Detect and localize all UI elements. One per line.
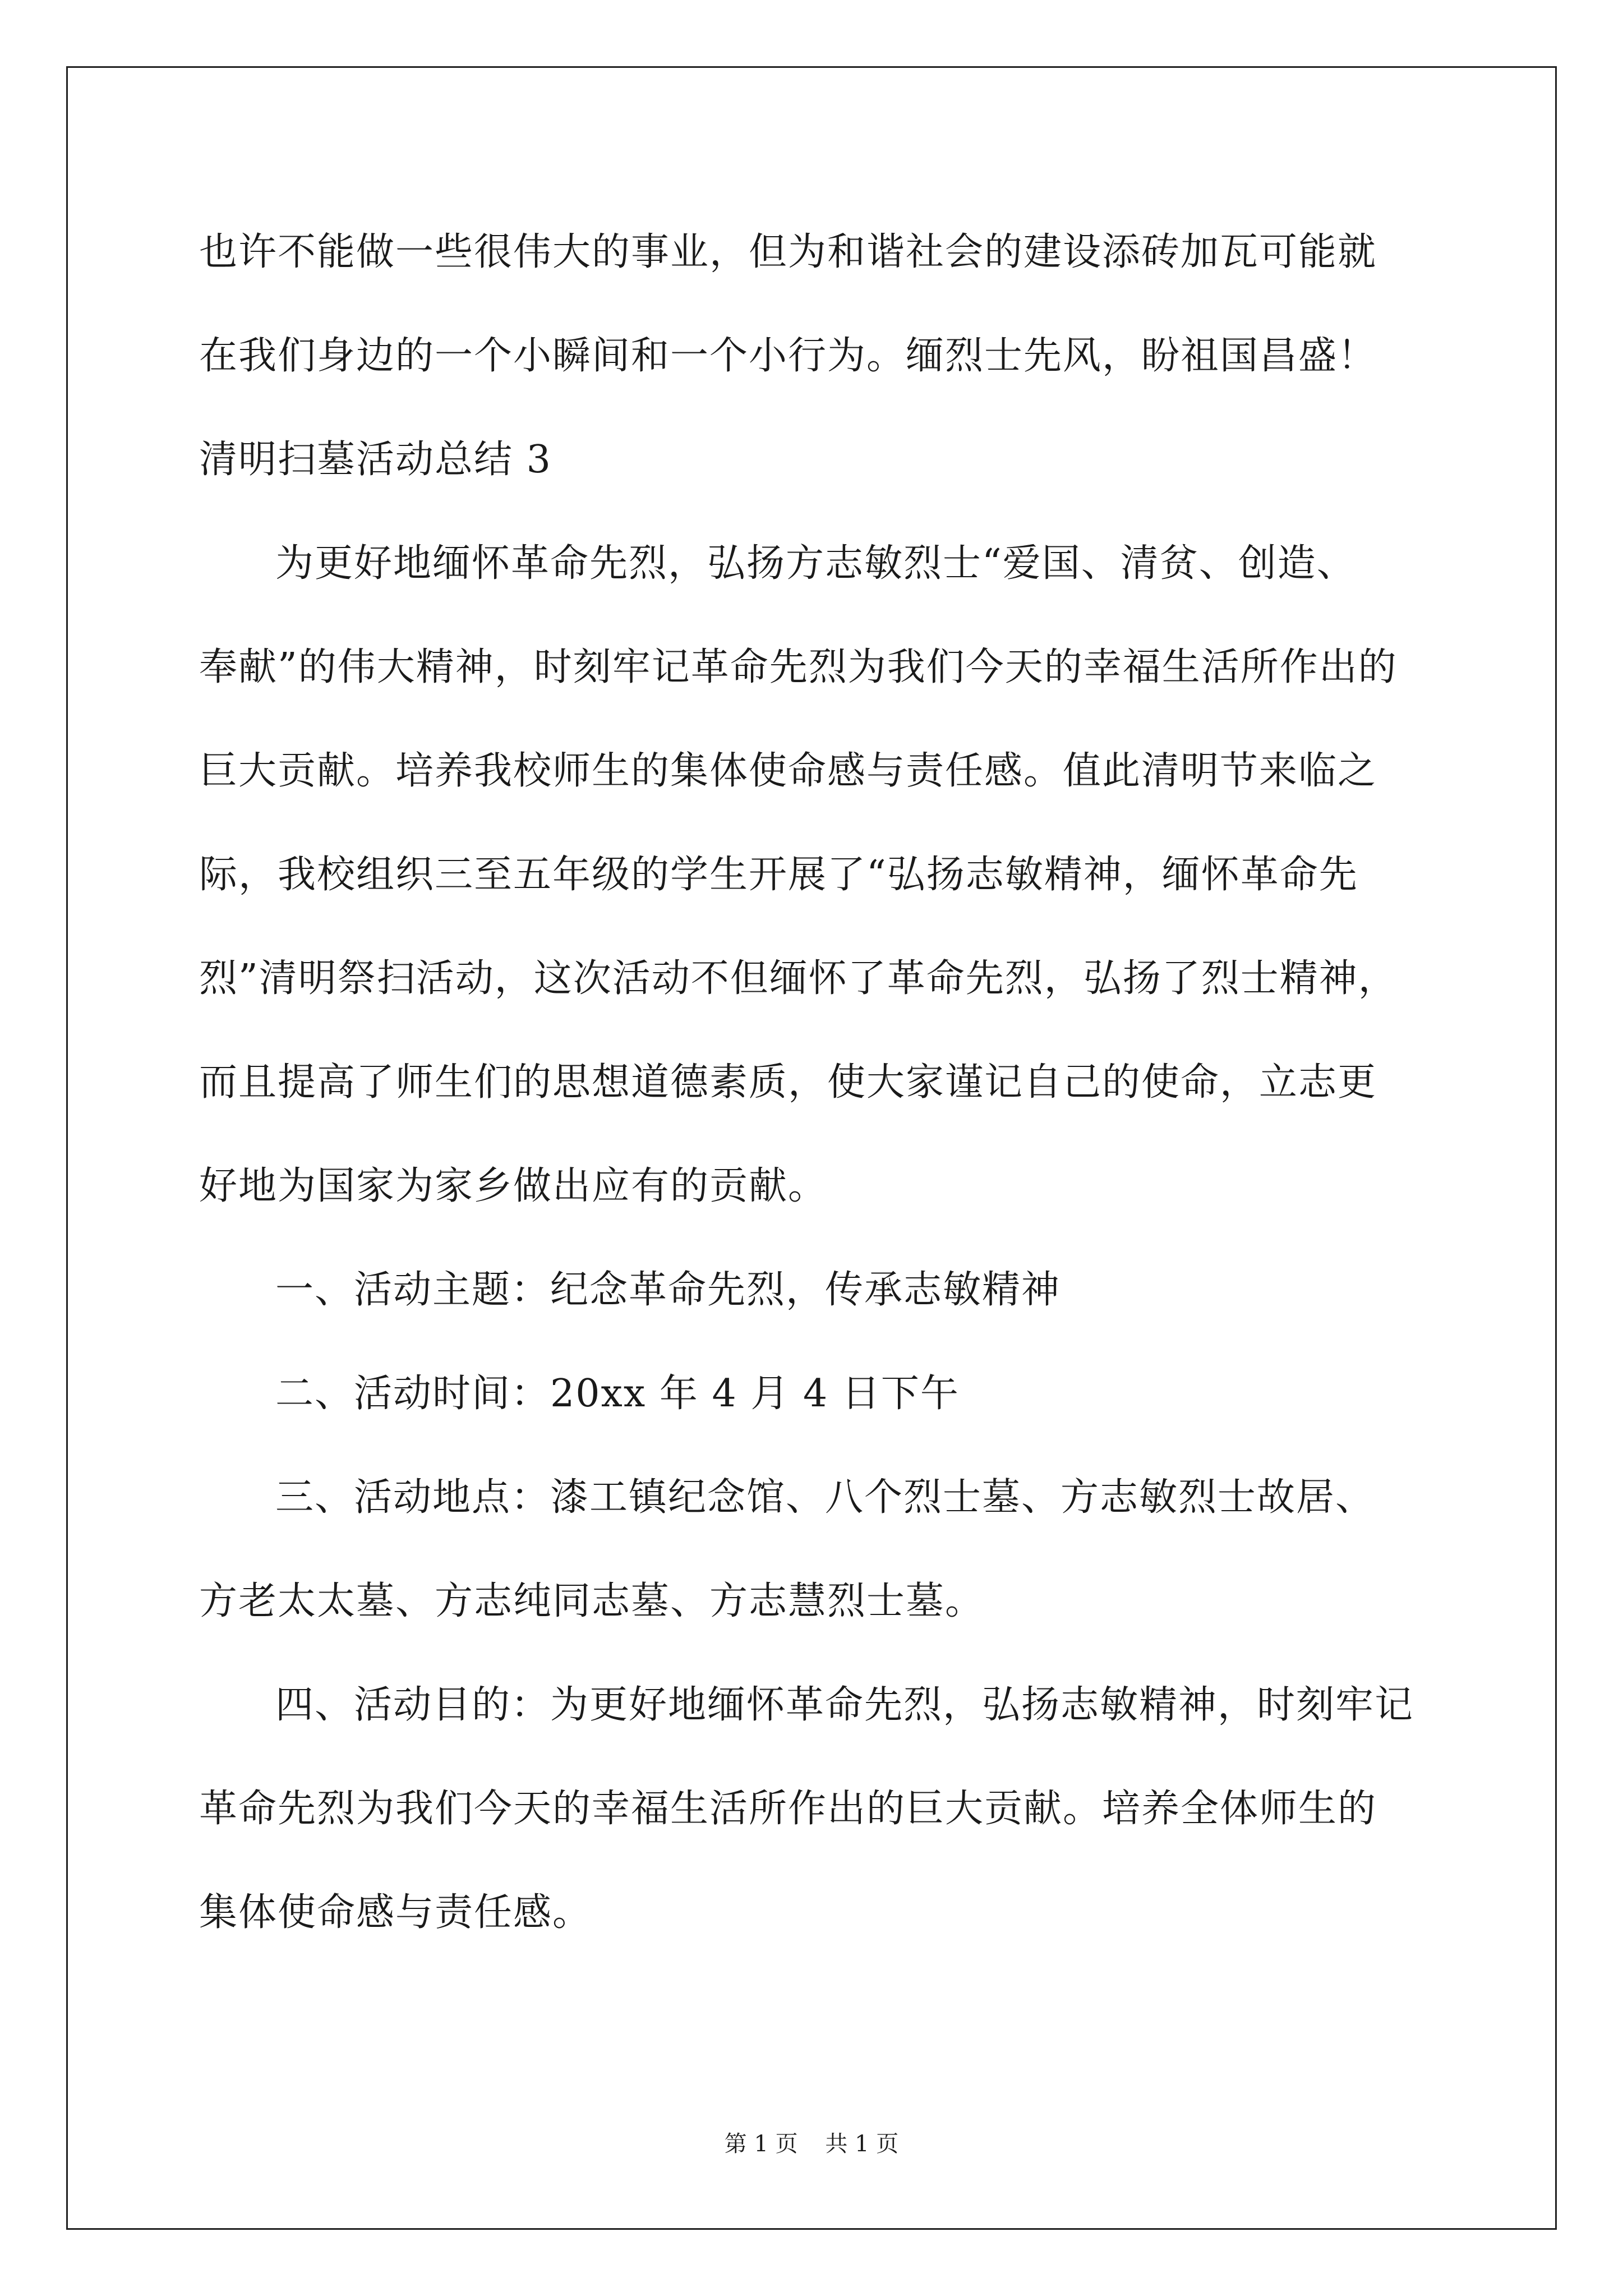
text-line: 也许不能做一些很伟大的事业，但为和谐社会的建设添砖加瓦可能就: [199, 230, 1377, 274]
text-line: 在我们身边的一个小瞬间和一个小行为。缅烈士先风，盼祖国昌盛！: [199, 334, 1377, 378]
paragraph-start: 为更好地缅怀革命先烈，弘扬方志敏烈士“爱国、清贫、创造、: [275, 541, 1356, 586]
text-line: 方老太太墓、方志纯同志墓、方志慧烈士墓。: [199, 1579, 985, 1623]
text-line: 而且提高了师生们的思想道德素质，使大家谨记自己的使命，立志更: [199, 1060, 1377, 1105]
text-line: 好地为国家为家乡做出应有的贡献。: [199, 1164, 828, 1208]
text-line: 革命先烈为我们今天的幸福生活所作出的巨大贡献。培养全体师生的: [199, 1787, 1377, 1831]
page-total: 共 1 页: [825, 2131, 899, 2157]
text-line: 集体使命感与责任感。: [199, 1890, 592, 1935]
page-number: 第 1 页: [724, 2131, 798, 2157]
activity-time: 二、活动时间：20xx 年 4 月 4 日下午: [275, 1372, 960, 1416]
activity-location: 三、活动地点：漆工镇纪念馆、八个烈士墓、方志敏烈士故居、: [275, 1475, 1375, 1520]
section-heading: 清明扫墓活动总结 3: [199, 438, 552, 482]
text-line: 烈”清明祭扫活动，这次活动不但缅怀了革命先烈，弘扬了烈士精神，: [199, 956, 1398, 1001]
text-line: 际，我校组织三至五年级的学生开展了“弘扬志敏精神，缅怀革命先: [199, 853, 1358, 897]
activity-theme: 一、活动主题：纪念革命先烈，传承志敏精神: [275, 1268, 1061, 1312]
activity-purpose: 四、活动目的：为更好地缅怀革命先烈，弘扬志敏精神，时刻牢记: [275, 1683, 1414, 1727]
page-footer: [0, 2126, 1623, 2158]
text-line: 巨大贡献。培养我校师生的集体使命感与责任感。值此清明节来临之: [199, 749, 1377, 793]
text-line: 奉献”的伟大精神，时刻牢记革命先烈为我们今天的幸福生活所作出的: [199, 645, 1398, 689]
